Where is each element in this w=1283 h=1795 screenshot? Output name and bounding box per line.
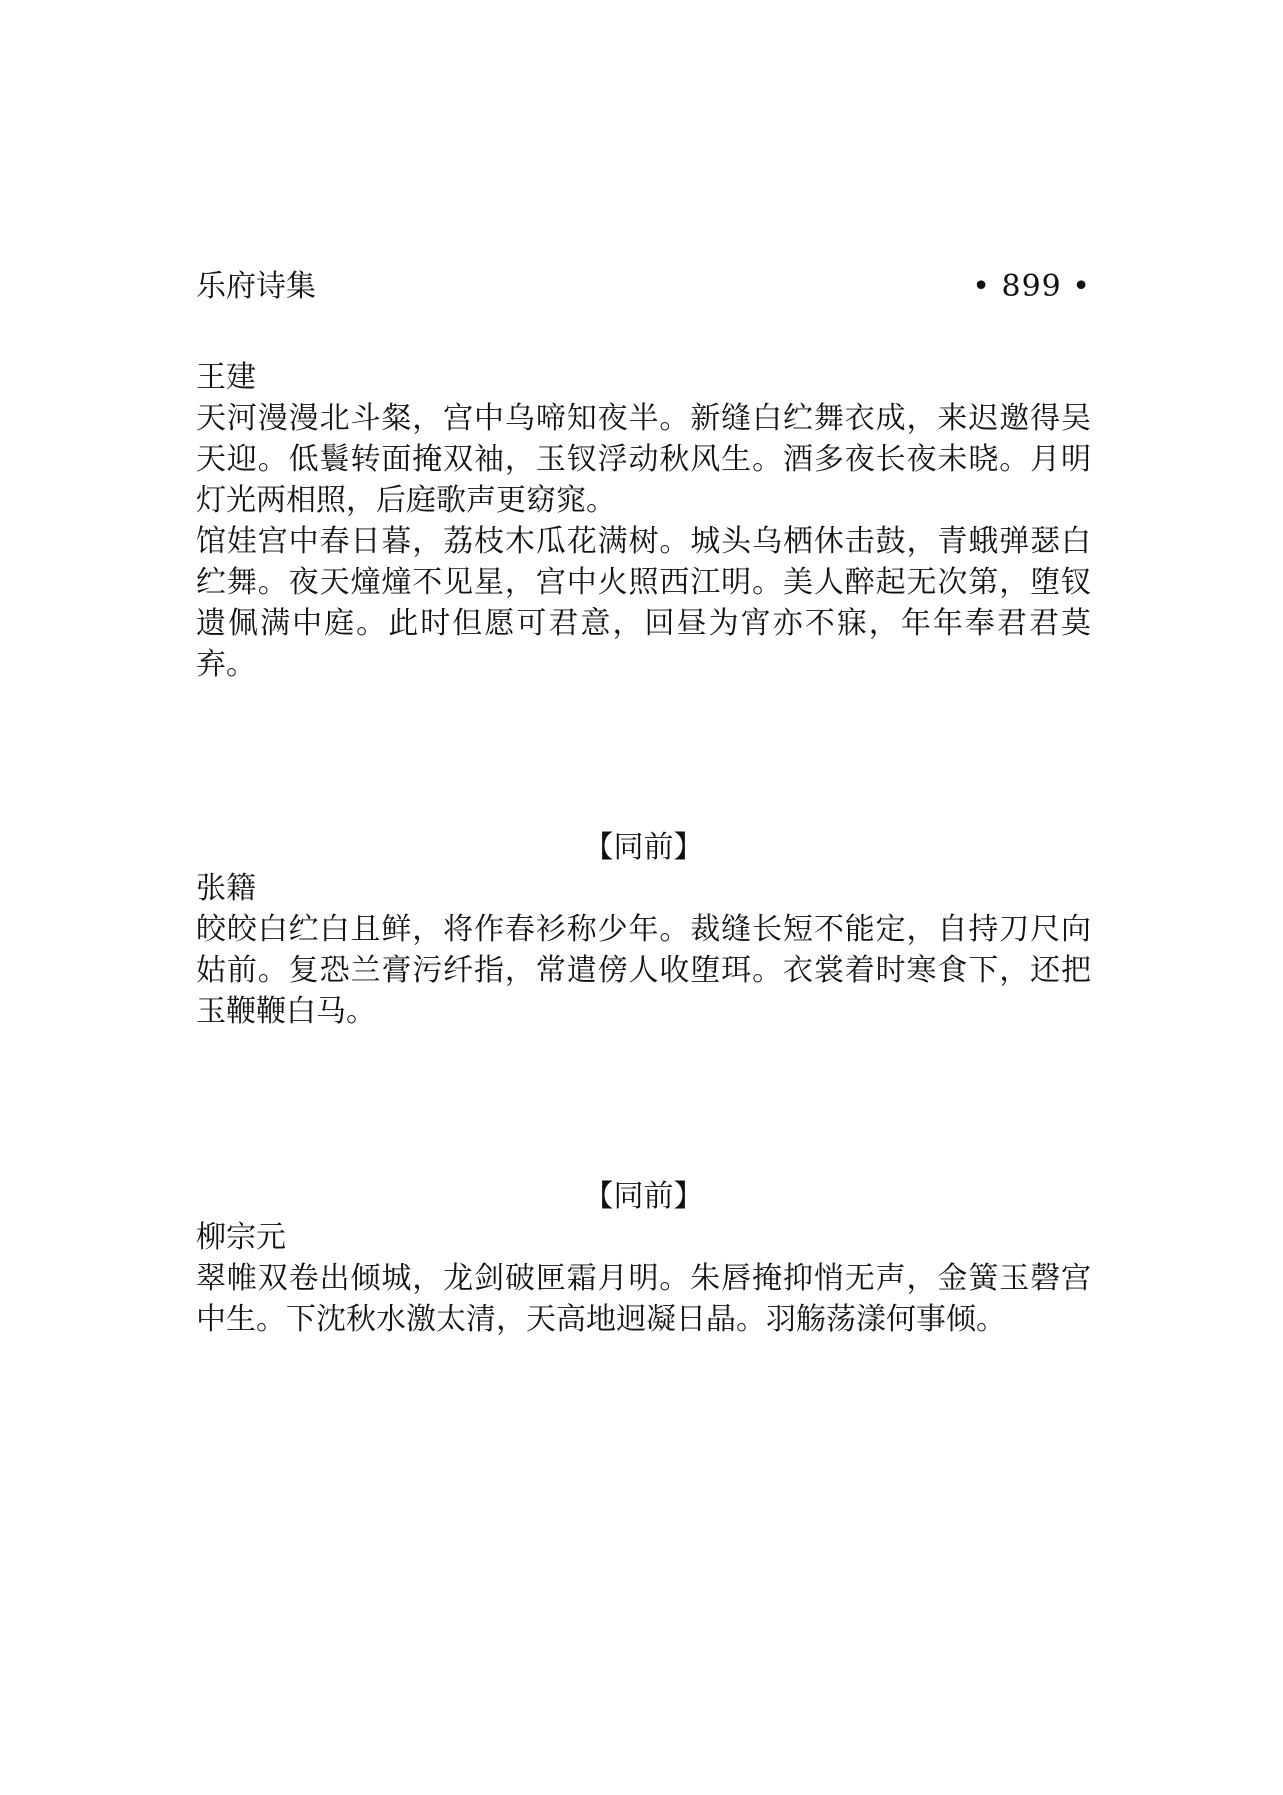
section-title: 【同前】	[583, 830, 704, 865]
poem-author: 王建	[196, 360, 256, 395]
poem-section-1	[196, 357, 1091, 685]
page-number: • 899 •	[972, 269, 1091, 304]
poem-stanza: 馆娃宫中春日暮，荔枝木瓜花满树。城头乌栖休击鼓，青蛾弹瑟白纻舞。夜天燑燑不见星，宫中火照西江明。美人醉起无次第，堕钗遗佩满中庭。此时但愿可君意，回昼为宵亦不寐，年年奉君君莫弃。	[196, 524, 1091, 682]
poem-stanza: 翠帷双卷出倾城，龙剑破匣霜月明。朱唇掩抑悄无声，金簧玉磬宫中生。下沈秋水激太清，天高地迥凝日晶。羽觞荡漾何事倾。	[196, 1261, 1091, 1337]
poem-stanza: 皎皎白纻白且鲜，将作春衫称少年。裁缝长短不能定，自持刀尺向姑前。复恐兰膏污纤指，常遣傍人收堕珥。衣裳着时寒食下，还把玉鞭鞭白马。	[196, 912, 1091, 1029]
page-header	[196, 265, 1091, 309]
poem-author: 柳宗元	[196, 1220, 286, 1255]
poem-stanza: 天河漫漫北斗粲，宫中乌啼知夜半。新缝白纻舞衣成，来迟邀得吴天迎。低鬟转面掩双袖，玉钗浮动秋风生。酒多夜长夜未晓。月明灯光两相照，后庭歌声更窈窕。	[196, 401, 1091, 518]
poem-author: 张籍	[196, 871, 256, 906]
document-page	[196, 0, 1091, 1795]
section-title: 【同前】	[583, 1179, 704, 1214]
poem-section-2	[196, 827, 1091, 1032]
book-title: 乐府诗集	[196, 269, 316, 304]
poem-section-3	[196, 1176, 1091, 1340]
